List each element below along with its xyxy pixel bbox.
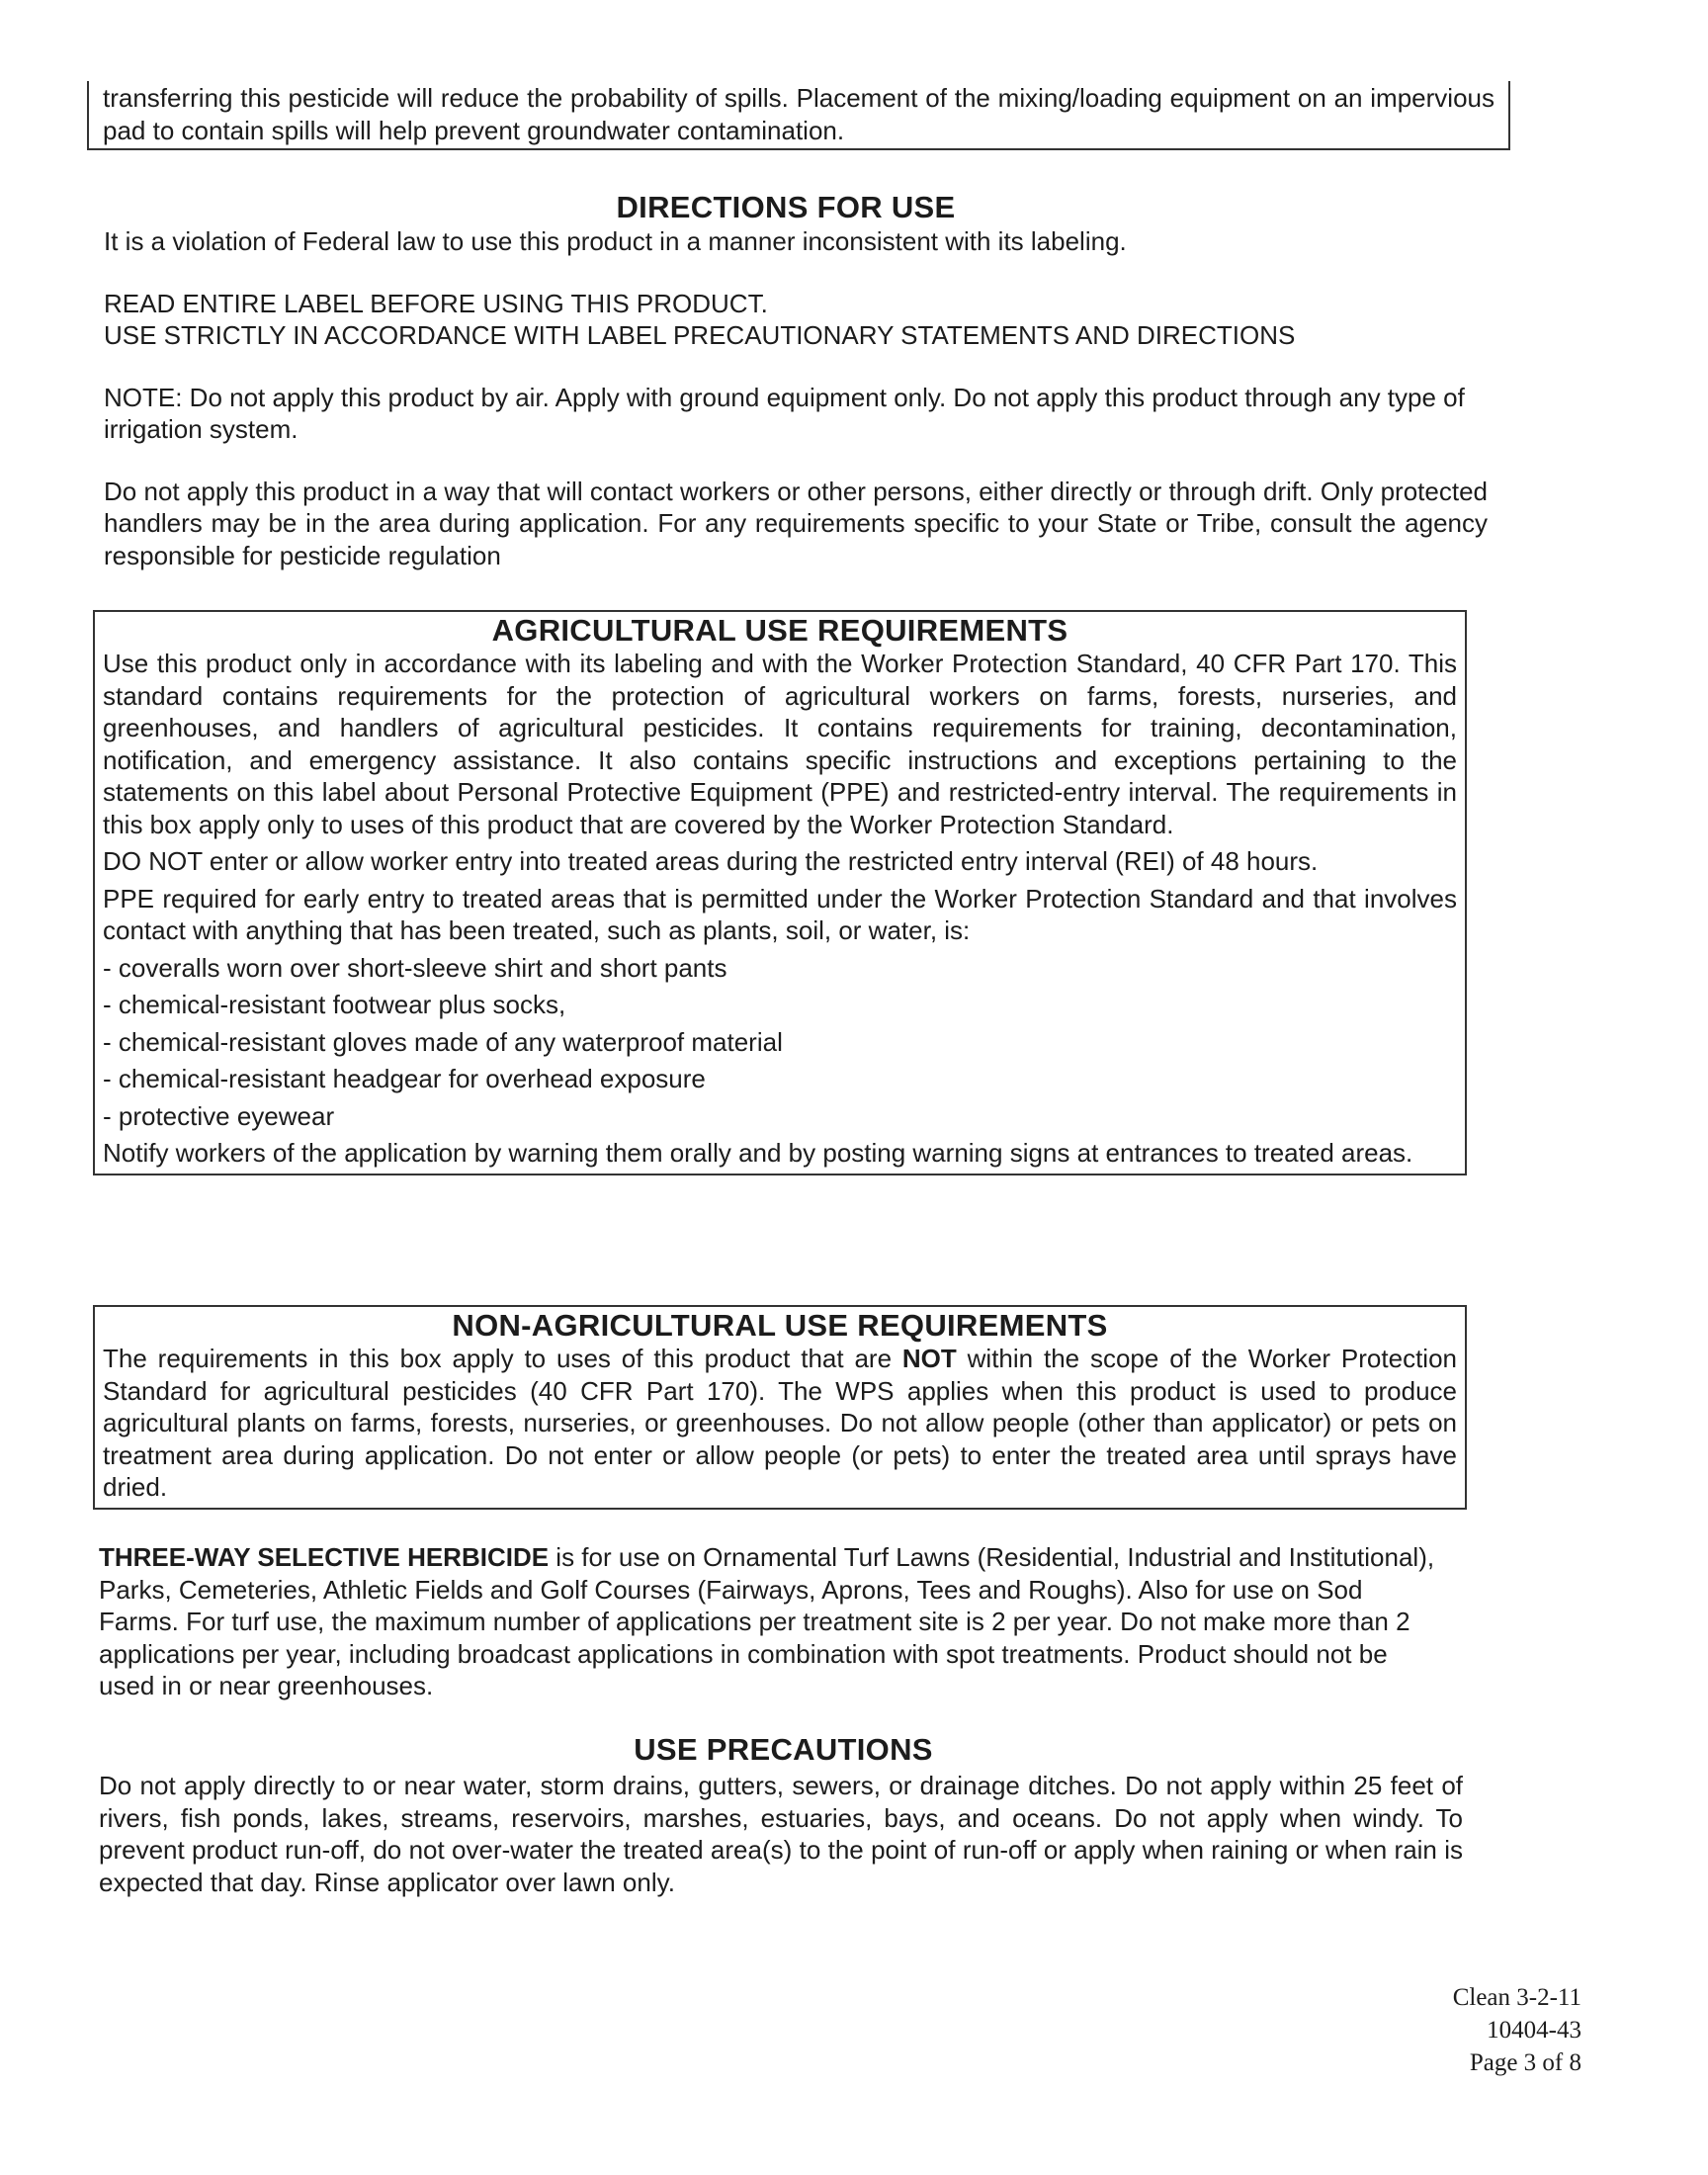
groundwater-advisory-text: transferring this pesticide will reduce the probability of spills. Placement of the mixing/loading equipment on an impervious pad to contain spills will help prevent groundwater contamination.	[103, 83, 1494, 145]
use-precautions-text: Do not apply directly to or near water, storm drains, gutters, sewers, or drainage ditches. Do not apply within 25 feet of rivers, fish ponds, lakes, streams, reservoirs, marshes, estuaries, bays, and oceans. Do not apply when windy. To prevent product run-off, do not over-water the treated area(s) to the point of run-off or apply when raining or when rain is expected that day. Rinse applicator over lawn only.	[99, 1771, 1463, 1897]
page-number: Page 3 of 8	[1469, 2049, 1581, 2076]
application-note: NOTE: Do not apply this product by air. Apply with ground equipment only. Do not apply this product through any type of irrigation system.	[104, 382, 1465, 444]
ppe-list-item: - protective eyewear	[103, 1100, 335, 1131]
rei-statement: DO NOT enter or allow worker entry into treated areas during the restricted entry interval (REI) of 48 hours.	[103, 846, 1319, 876]
product-name: THREE-WAY SELECTIVE HERBICIDE	[99, 1542, 550, 1572]
federal-law-statement: It is a violation of Federal law to use this product in a manner inconsistent with its labeling.	[104, 226, 1127, 256]
read-label-statement: READ ENTIRE LABEL BEFORE USING THIS PRODUCT.	[104, 288, 768, 318]
directions-for-use-heading: DIRECTIONS FOR USE	[616, 190, 956, 224]
ppe-list-item: - chemical-resistant headgear for overhead exposure	[103, 1064, 706, 1093]
wps-intro-text: Use this product only in accordance with its labeling and with the Worker Protection Standard, 40 CFR Part 170. This standard contains requirements for the protection of agricultural workers on farms, forests, nurseries, and greenhouses, and handlers of agricultural pesticides. It contains requirements for training, decontamination, notification, and emergency assistance. It also contains specific instructions and exceptions pertaining to the statements on this label about Personal Protective Equipment (PPE) and restricted-entry interval. The requirements in this box apply only to uses of this product that are covered by the Worker Protection Standard.	[103, 649, 1457, 839]
non-agricultural-use-requirements-box	[93, 1305, 1467, 1510]
notify-workers-text: Notify workers of the application by warning them orally and by posting warning signs at entrances to treated areas.	[103, 1138, 1413, 1168]
not-emphasis: NOT	[901, 1344, 957, 1373]
non-ag-text-part: within the scope of the Worker Protection Standard for agricultural pesticides (40 CFR Part 170). The WPS applies when this product is used to produce agricultural plants on farms, forests, nurseries, or greenhouses. Do not allow people (other than applicator) or pets on treatment area during application. Do not enter or allow people (or pets) to enter the treated area until sprays have dried.	[103, 1344, 1457, 1502]
ppe-list-item: - coveralls worn over short-sleeve shirt and short pants	[103, 952, 727, 983]
non-agricultural-use-heading: NON-AGRICULTURAL USE REQUIREMENTS	[452, 1308, 1108, 1343]
non-agricultural-text	[103, 1343, 1457, 1504]
revision-label: Clean 3-2-11	[1452, 1984, 1581, 2011]
use-precautions-heading: USE PRECAUTIONS	[634, 1732, 933, 1767]
use-strictly-statement: USE STRICTLY IN ACCORDANCE WITH LABEL PRECAUTIONARY STATEMENTS AND DIRECTIONS	[104, 320, 1296, 350]
ppe-list-item: - chemical-resistant gloves made of any waterproof material	[103, 1026, 783, 1057]
registration-number: 10404-43	[1487, 2017, 1581, 2044]
drift-contact-statement: Do not apply this product in a way that will contact workers or other persons, either directly or through drift. Only protected handlers may be in the area during application. For any requirements specific to your State or Tribe, consult the agency responsible for pesticide regulation	[104, 476, 1488, 570]
agricultural-use-heading: AGRICULTURAL USE REQUIREMENTS	[491, 613, 1068, 648]
agricultural-use-requirements-box	[93, 610, 1467, 1175]
ppe-list-item: - chemical-resistant footwear plus socks,	[103, 990, 566, 1019]
product-use-sites-paragraph	[99, 1541, 1443, 1702]
product-use-sites-text: is for use on Ornamental Turf Lawns (Residential, Industrial and Institutional), Parks, Cemeteries, Athletic Fields and Golf Courses (Fairways, Aprons, Tees and Roughs). Also for use on Sod Farms. For turf use, the maximum number of applications per treatment site is 2 per year. Do not make more than 2 applications per year, including broadcast applications in combination with spot treatments. Product should not be used in or near greenhouses.	[99, 1542, 1435, 1700]
ppe-intro-text: PPE required for early entry to treated areas that is permitted under the Worker Protection Standard and that involves contact with anything that has been treated, such as plants, soil, or water, is:	[103, 883, 1457, 945]
non-ag-text-part: The requirements in this box apply to uses of this product that are	[103, 1344, 902, 1373]
page-footer	[1453, 1981, 1581, 2079]
directions-for-use-section	[104, 225, 1488, 571]
groundwater-advisory-box	[87, 81, 1510, 150]
